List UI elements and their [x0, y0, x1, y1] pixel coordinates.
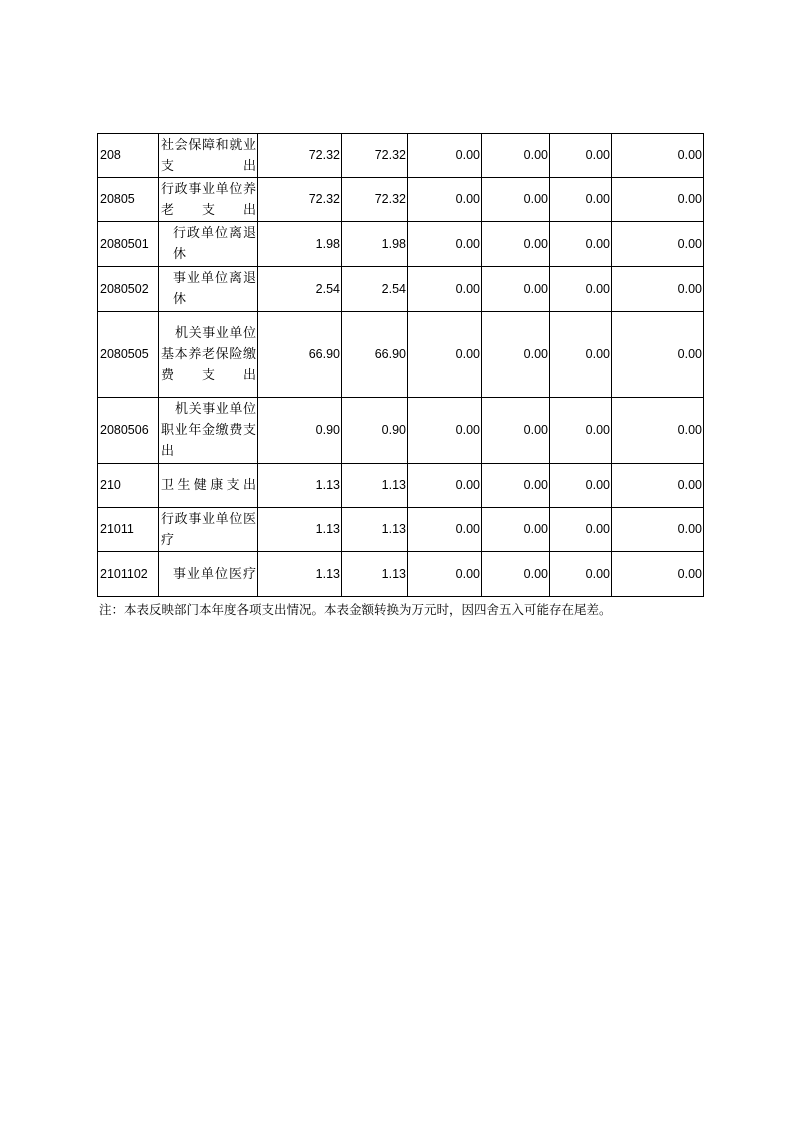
row-value-total: 72.32 — [258, 134, 342, 178]
row-name: 社会保障和就业支出 — [159, 134, 258, 178]
table-row — [98, 464, 704, 508]
row-name: 机关事业单位基本养老保险缴费支出 — [159, 312, 258, 398]
row-value-5: 0.00 — [550, 464, 612, 508]
row-value-3: 0.00 — [408, 178, 482, 222]
row-value-4: 0.00 — [482, 508, 550, 552]
row-value-5: 0.00 — [550, 134, 612, 178]
row-name: 事业单位离退休 — [159, 267, 258, 312]
row-value-total: 1.98 — [258, 222, 342, 267]
row-value-6: 0.00 — [612, 508, 704, 552]
row-value-6: 0.00 — [612, 178, 704, 222]
row-value-4: 0.00 — [482, 552, 550, 597]
row-value-5: 0.00 — [550, 222, 612, 267]
row-value-3: 0.00 — [408, 222, 482, 267]
row-value-3: 0.00 — [408, 267, 482, 312]
row-code: 2080506 — [98, 398, 159, 464]
row-value-4: 0.00 — [482, 134, 550, 178]
row-value-2: 0.90 — [342, 398, 408, 464]
row-name: 事业单位医疗 — [159, 552, 258, 597]
table-row — [98, 312, 704, 398]
row-value-4: 0.00 — [482, 267, 550, 312]
row-value-4: 0.00 — [482, 222, 550, 267]
table-row — [98, 178, 704, 222]
row-code: 2101102 — [98, 552, 159, 597]
row-value-total: 1.13 — [258, 552, 342, 597]
row-value-2: 2.54 — [342, 267, 408, 312]
row-code: 2080502 — [98, 267, 159, 312]
row-name: 卫生健康支出 — [159, 464, 258, 508]
row-value-2: 1.13 — [342, 464, 408, 508]
row-name: 行政单位离退休 — [159, 222, 258, 267]
row-value-5: 0.00 — [550, 508, 612, 552]
row-value-total: 0.90 — [258, 398, 342, 464]
row-value-2: 1.98 — [342, 222, 408, 267]
row-value-6: 0.00 — [612, 398, 704, 464]
row-value-total: 2.54 — [258, 267, 342, 312]
row-value-total: 72.32 — [258, 178, 342, 222]
row-code: 2080505 — [98, 312, 159, 398]
row-value-4: 0.00 — [482, 178, 550, 222]
row-name: 机关事业单位职业年金缴费支出 — [159, 398, 258, 464]
row-value-total: 66.90 — [258, 312, 342, 398]
table-row — [98, 134, 704, 178]
row-value-3: 0.00 — [408, 312, 482, 398]
row-value-total: 1.13 — [258, 464, 342, 508]
row-value-5: 0.00 — [550, 178, 612, 222]
row-code: 20805 — [98, 178, 159, 222]
row-code: 2080501 — [98, 222, 159, 267]
row-code: 21011 — [98, 508, 159, 552]
row-name: 行政事业单位医疗 — [159, 508, 258, 552]
row-value-2: 72.32 — [342, 134, 408, 178]
row-value-3: 0.00 — [408, 398, 482, 464]
row-value-6: 0.00 — [612, 267, 704, 312]
row-value-5: 0.00 — [550, 267, 612, 312]
row-value-6: 0.00 — [612, 134, 704, 178]
row-value-4: 0.00 — [482, 312, 550, 398]
row-value-total: 1.13 — [258, 508, 342, 552]
row-value-4: 0.00 — [482, 464, 550, 508]
table-row — [98, 398, 704, 464]
table-footnote: 注：本表反映部门本年度各项支出情况。本表金额转换为万元时，因四舍五入可能存在尾差。 — [99, 602, 612, 617]
table-row — [98, 267, 704, 312]
row-value-2: 1.13 — [342, 508, 408, 552]
row-value-3: 0.00 — [408, 508, 482, 552]
row-value-5: 0.00 — [550, 552, 612, 597]
row-value-2: 66.90 — [342, 312, 408, 398]
row-value-3: 0.00 — [408, 134, 482, 178]
row-value-3: 0.00 — [408, 552, 482, 597]
row-code: 210 — [98, 464, 159, 508]
table-row — [98, 222, 704, 267]
table-row — [98, 552, 704, 597]
row-value-6: 0.00 — [612, 464, 704, 508]
row-value-5: 0.00 — [550, 398, 612, 464]
row-value-2: 1.13 — [342, 552, 408, 597]
row-value-6: 0.00 — [612, 222, 704, 267]
row-value-2: 72.32 — [342, 178, 408, 222]
row-value-6: 0.00 — [612, 552, 704, 597]
expenditure-table — [97, 133, 704, 597]
row-value-5: 0.00 — [550, 312, 612, 398]
row-code: 208 — [98, 134, 159, 178]
row-value-4: 0.00 — [482, 398, 550, 464]
row-name: 行政事业单位养老支出 — [159, 178, 258, 222]
row-value-6: 0.00 — [612, 312, 704, 398]
row-value-3: 0.00 — [408, 464, 482, 508]
table-row — [98, 508, 704, 552]
